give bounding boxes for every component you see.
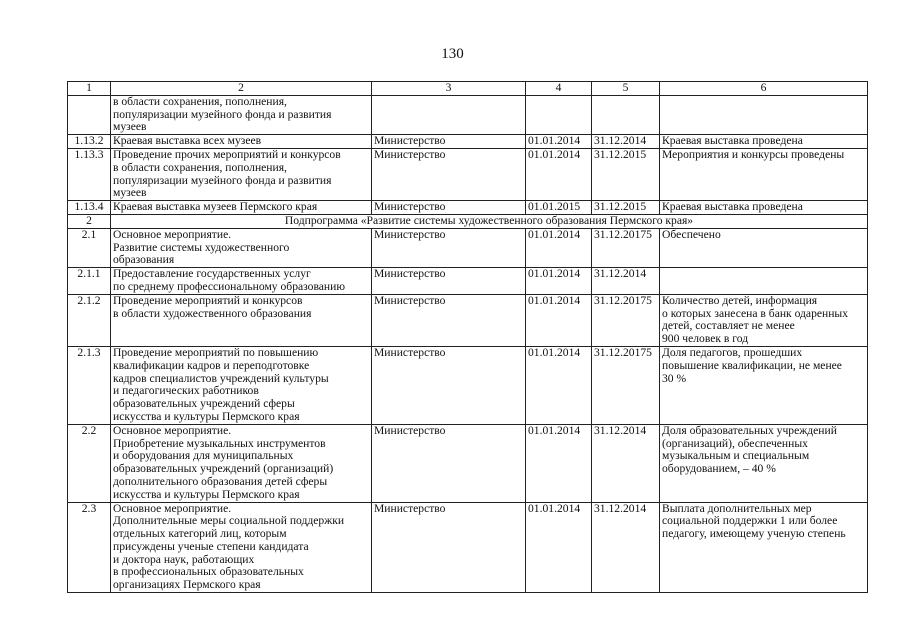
end-date xyxy=(592,95,660,134)
expected-result: Выплата дополнительных мер социальной поддержки 1 или более педагогу, имеющему ученую степень xyxy=(660,502,868,593)
responsible-org: Министерство xyxy=(372,135,526,149)
expected-result: Количество детей, информация о которых занесена в банк одаренных детей, составляет не менее 900 человек в год xyxy=(660,294,868,346)
activity-name: в области сохранения, пополнения, популяризации музейного фонда и развития музеев xyxy=(111,95,372,134)
row-number: 2.1 xyxy=(68,228,111,267)
activity-name: Основное мероприятие. Развитие системы художественного образования xyxy=(111,228,372,267)
activity-name: Основное мероприятие. Приобретение музыкальных инструментов и оборудования для муниципальных образовательных учреждений (организаций) дополнительного образования детей сферы искусства и культуры Пермского края xyxy=(111,424,372,502)
responsible-org: Министерство xyxy=(372,268,526,295)
table-row xyxy=(68,148,868,200)
responsible-org: Министерство xyxy=(372,228,526,267)
table-row xyxy=(68,201,868,215)
expected-result xyxy=(660,95,868,134)
table-row xyxy=(68,346,868,424)
activity-name: Краевая выставка всех музеев xyxy=(111,135,372,149)
end-date: 31.12.2015 xyxy=(592,148,660,200)
table-header-row xyxy=(68,82,868,96)
responsible-org: Министерство xyxy=(372,346,526,424)
table-row xyxy=(68,95,868,134)
end-date: 31.12.2014 xyxy=(592,502,660,593)
table-row xyxy=(68,228,868,267)
activity-name: Краевая выставка музеев Пермского края xyxy=(111,201,372,215)
responsible-org xyxy=(372,95,526,134)
row-number xyxy=(68,95,111,134)
program-table xyxy=(67,81,868,593)
start-date: 01.01.2014 xyxy=(526,294,592,346)
subprogram-number: 2 xyxy=(68,214,111,228)
page-number: 130 xyxy=(441,46,464,62)
responsible-org: Министерство xyxy=(372,148,526,200)
row-number: 2.2 xyxy=(68,424,111,502)
row-number: 2.1.2 xyxy=(68,294,111,346)
activity-name: Проведение мероприятий по повышению квалификации кадров и переподготовке кадров специалистов учреждений культуры и педагогических работников образовательных учреждений сферы искусства и культуры Пермского края xyxy=(111,346,372,424)
row-number: 1.13.4 xyxy=(68,201,111,215)
subprogram-row xyxy=(68,214,868,228)
responsible-org: Министерство xyxy=(372,294,526,346)
header-cell: 5 xyxy=(592,82,660,96)
row-number: 1.13.2 xyxy=(68,135,111,149)
table-row xyxy=(68,294,868,346)
activity-name: Основное мероприятие. Дополнительные меры социальной поддержки отдельных категорий лиц, которым присуждены ученые степени кандидата и доктора наук, работающих в профессиональных образовательных организациях Пермского края xyxy=(111,502,372,593)
table-row xyxy=(68,135,868,149)
table-row xyxy=(68,268,868,295)
responsible-org: Министерство xyxy=(372,502,526,593)
activity-name: Проведение мероприятий и конкурсов в области художественного образования xyxy=(111,294,372,346)
start-date: 01.01.2014 xyxy=(526,502,592,593)
start-date: 01.01.2014 xyxy=(526,346,592,424)
end-date: 31.12.20175 xyxy=(592,294,660,346)
row-number: 2.1.3 xyxy=(68,346,111,424)
expected-result: Краевая выставка проведена xyxy=(660,135,868,149)
start-date: 01.01.2014 xyxy=(526,135,592,149)
activity-name: Проведение прочих мероприятий и конкурсов в области сохранения, пополнения, популяризации музейного фонда и развития музеев xyxy=(111,148,372,200)
header-cell: 4 xyxy=(526,82,592,96)
start-date: 01.01.2014 xyxy=(526,228,592,267)
end-date: 31.12.20175 xyxy=(592,346,660,424)
start-date xyxy=(526,95,592,134)
table-row xyxy=(68,502,868,593)
start-date: 01.01.2014 xyxy=(526,148,592,200)
row-number: 2.1.1 xyxy=(68,268,111,295)
header-cell: 3 xyxy=(372,82,526,96)
subprogram-title: Подпрограмма «Развитие системы художественного образования Пермского края» xyxy=(111,214,868,228)
responsible-org: Министерство xyxy=(372,201,526,215)
end-date: 31.12.2014 xyxy=(592,135,660,149)
expected-result: Доля образовательных учреждений (организаций), обеспеченных музыкальным и специальным оборудованием, – 40 % xyxy=(660,424,868,502)
header-cell: 1 xyxy=(68,82,111,96)
start-date: 01.01.2014 xyxy=(526,424,592,502)
expected-result: Краевая выставка проведена xyxy=(660,201,868,215)
end-date: 31.12.2015 xyxy=(592,201,660,215)
expected-result: Обеспечено xyxy=(660,228,868,267)
end-date: 31.12.20175 xyxy=(592,228,660,267)
row-number: 1.13.3 xyxy=(68,148,111,200)
start-date: 01.01.2014 xyxy=(526,268,592,295)
header-cell: 6 xyxy=(660,82,868,96)
expected-result: Доля педагогов, прошедших повышение квалификации, не менее 30 % xyxy=(660,346,868,424)
end-date: 31.12.2014 xyxy=(592,424,660,502)
header-cell: 2 xyxy=(111,82,372,96)
expected-result xyxy=(660,268,868,295)
row-number: 2.3 xyxy=(68,502,111,593)
start-date: 01.01.2015 xyxy=(526,201,592,215)
responsible-org: Министерство xyxy=(372,424,526,502)
activity-name: Предоставление государственных услуг по среднему профессиональному образованию xyxy=(111,268,372,295)
table-row xyxy=(68,424,868,502)
end-date: 31.12.2014 xyxy=(592,268,660,295)
expected-result: Мероприятия и конкурсы проведены xyxy=(660,148,868,200)
